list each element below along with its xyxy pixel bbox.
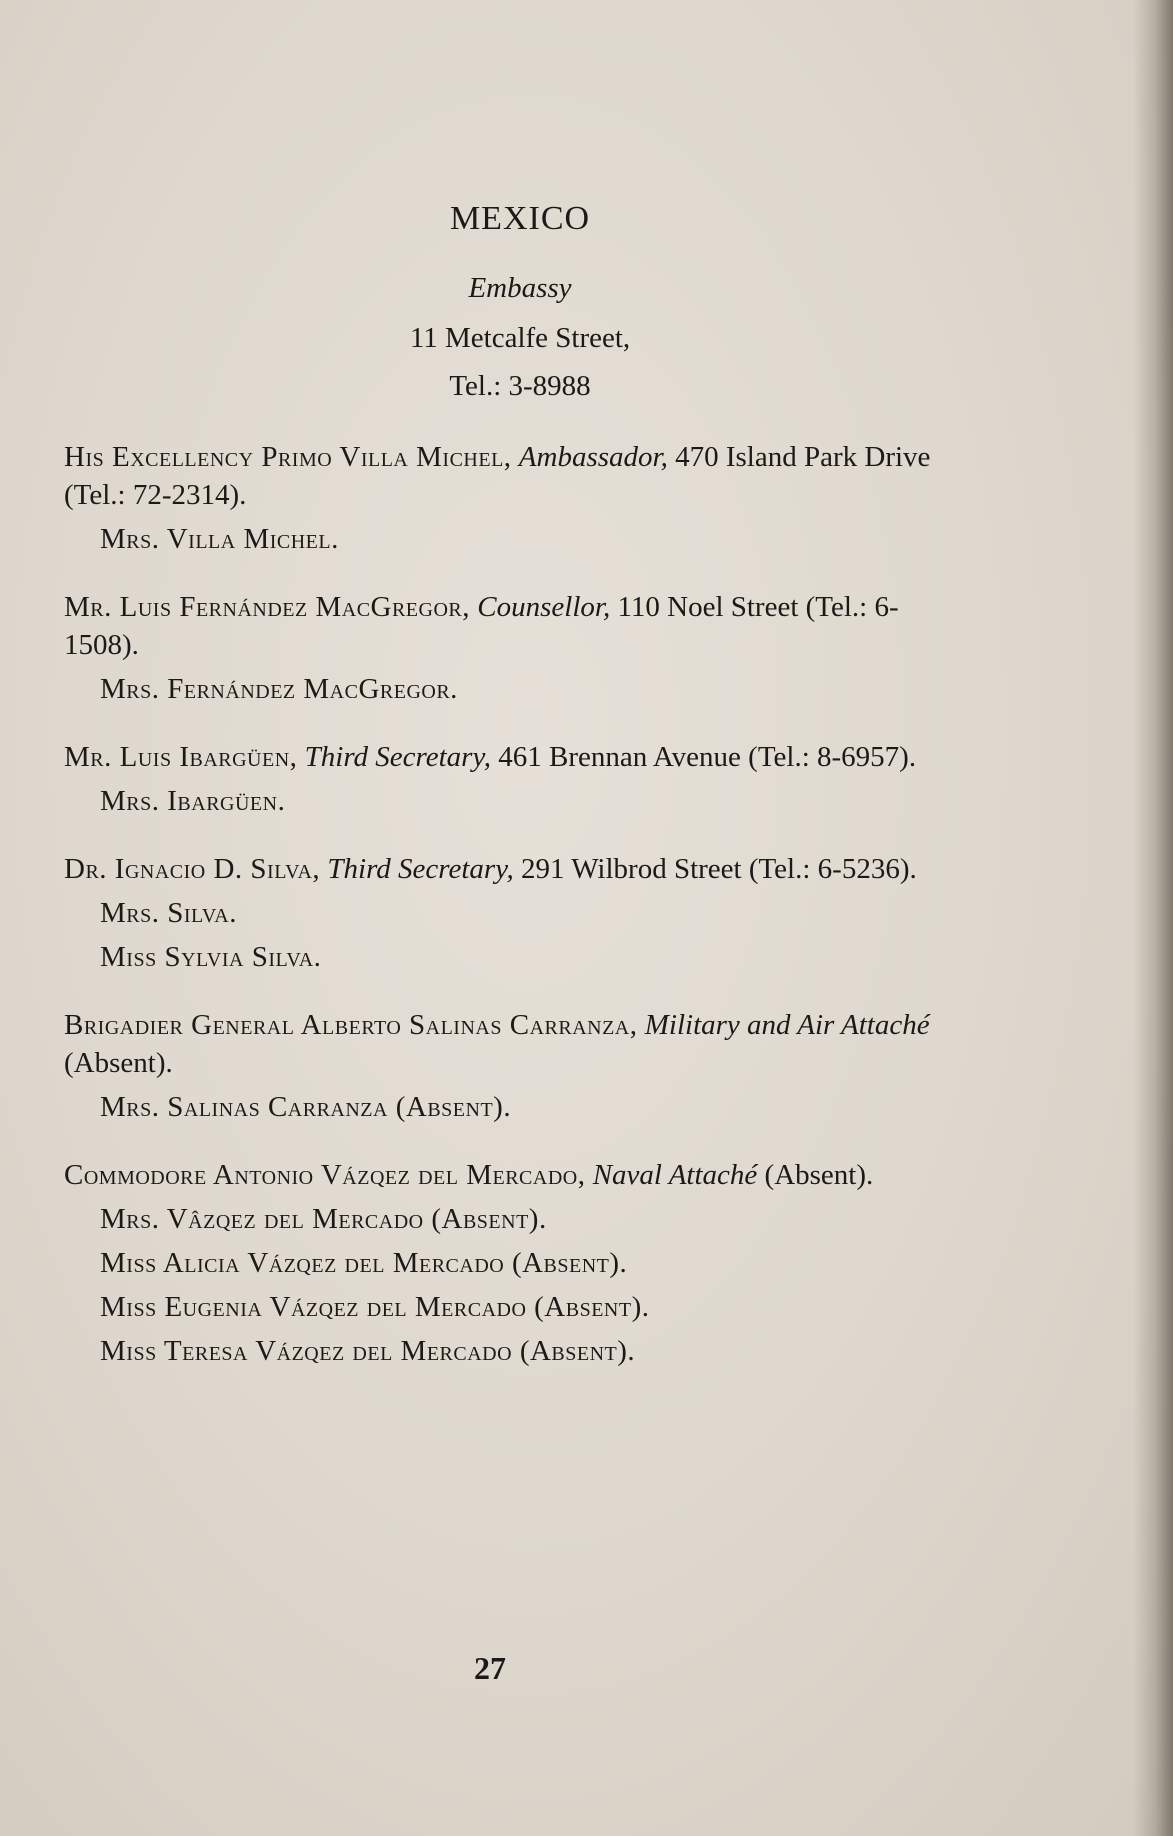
staff-position: Third Secretary,: [304, 741, 491, 773]
office-type: Embassy: [468, 272, 572, 304]
staff-position: Military and Air Attaché: [644, 1009, 930, 1041]
staff-position: Naval Attaché: [592, 1159, 758, 1191]
staff-name: Commodore Antonio Vázqez del Mercado,: [64, 1159, 586, 1191]
staff-address: (Absent).: [64, 1047, 173, 1079]
staff-address: 291 Wilbrod Street (Tel.: 6-5236).: [520, 853, 917, 885]
staff-name: Mr. Luis Fernández MacGregor,: [64, 591, 471, 623]
staff-address: 470 Island Park Drive (Tel.: 72-2314).: [64, 441, 931, 511]
family-member: Mrs. Ibargüen.: [100, 785, 286, 817]
staff-entry: [64, 850, 964, 888]
family-member: Mrs. Villa Michel.: [100, 523, 339, 555]
office-address: 11 Metcalfe Street,: [409, 322, 631, 354]
family-member: Mrs. Fernández MacGregor.: [100, 673, 458, 705]
family-member: Mrs. Silva.: [100, 897, 237, 929]
page-number: 27: [474, 1650, 506, 1686]
staff-name: Dr. Ignacio D. Silva,: [64, 853, 321, 885]
staff-entry: [64, 1156, 964, 1194]
family-member: Miss Sylvia Silva.: [100, 941, 322, 973]
family-member: Mrs. Vâzqez del Mercado (Absent).: [100, 1203, 547, 1235]
staff-entry: [64, 1006, 964, 1082]
page-edge-shadow: [1133, 0, 1173, 1836]
staff-entry: [64, 738, 964, 776]
staff-name: His Excellency Primo Villa Michel,: [64, 441, 512, 473]
staff-name: Brigadier General Alberto Salinas Carranza,: [64, 1009, 638, 1041]
staff-position: Ambassador,: [518, 441, 668, 473]
staff-address: 461 Brennan Avenue (Tel.: 8-6957).: [498, 741, 917, 773]
staff-position: Counsellor,: [477, 591, 611, 623]
office-telephone: Tel.: 3-8988: [449, 370, 591, 402]
staff-entry: [64, 588, 964, 664]
country-heading: MEXICO: [449, 200, 591, 237]
staff-address: 110 Noel Street (Tel.: 6-1508).: [64, 591, 899, 661]
staff-list: [64, 438, 964, 1376]
family-member: Miss Teresa Vázqez del Mercado (Absent).: [100, 1335, 636, 1367]
family-member: Miss Eugenia Vázqez del Mercado (Absent).: [100, 1291, 650, 1323]
staff-position: Third Secretary,: [327, 853, 514, 885]
staff-name: Mr. Luis Ibargüen,: [64, 741, 298, 773]
staff-address: (Absent).: [764, 1159, 874, 1191]
family-member: Miss Alicia Vázqez del Mercado (Absent).: [100, 1247, 628, 1279]
family-member: Mrs. Salinas Carranza (Absent).: [100, 1091, 512, 1123]
staff-entry: [64, 438, 964, 514]
